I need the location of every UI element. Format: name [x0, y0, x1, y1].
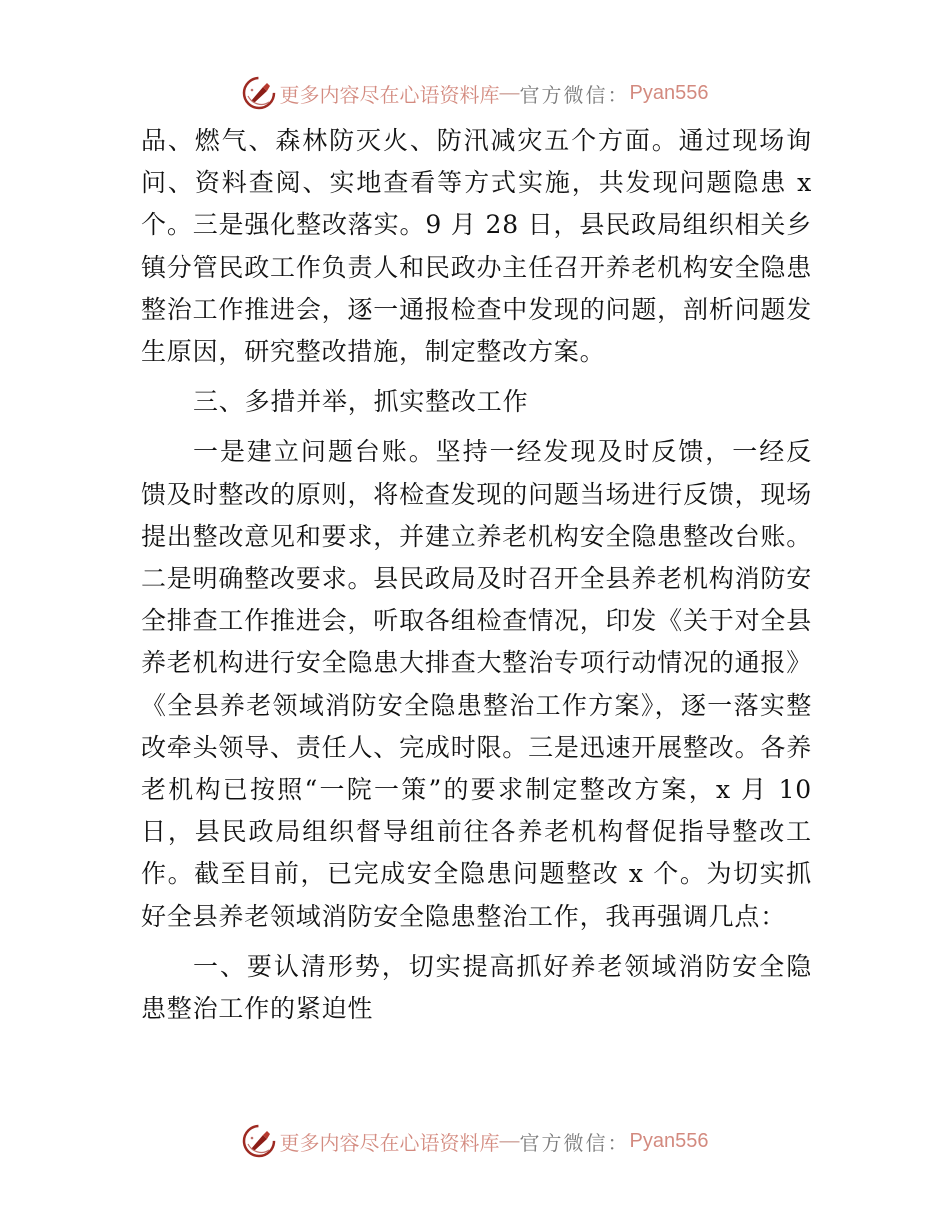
paragraph-inspection-results: 品、燃气、森林防灭火、防汛减灾五个方面。通过现场询问、资料查阅、实地查看等方式实施，共发现问题隐患 x 个。三是强化整改落实。9 月 28 日，县民政局组织相关乡镇分管民政工作负责人和民政办主任召开养老机构安全隐患整治工作推进会，逐一通报检查中发现的问题，剖析问题发生原因，研究整改措施，制定整改方案。: [141, 126, 812, 367]
watermark-wechat-id: Pyan556: [629, 81, 709, 104]
watermark-main-text: 更多内容尽在心语资料库: [279, 82, 500, 107]
watermark-dash: —: [499, 81, 520, 104]
footer-watermark: [0, 1119, 950, 1163]
watermark-official-label: 官方微信：: [519, 1130, 630, 1155]
header-watermark: [0, 71, 950, 115]
section-heading-one: 一、要认清形势，切实提高抓好养老领域消防安全隐患整治工作的紧迫性: [141, 951, 812, 1024]
watermark-official-label: 官方微信：: [519, 82, 630, 107]
document-body: [141, 120, 812, 1030]
pen-nib-circle-icon: [242, 1124, 276, 1158]
watermark-main-text: 更多内容尽在心语资料库: [279, 1130, 500, 1155]
paragraph-rectification-measures: 一是建立问题台账。坚持一经发现及时反馈，一经反馈及时整改的原则，将检查发现的问题当场进行反馈，现场提出整改意见和要求，并建立养老机构安全隐患整改台账。二是明确整改要求。县民政局及时召开全县养老机构消防安全排查工作推进会，听取各组检查情况，印发《关于对全县养老机构进行安全隐患大排查大整治专项行动情况的通报》《全县养老领域消防安全隐患整治工作方案》，逐一落实整改牵头领导、责任人、完成时限。三是迅速开展整改。各养老机构已按照“一院一策”的要求制定整改方案，x 月 10 日，县民政局组织督导组前往各养老机构督促指导整改工作。截至目前，已完成安全隐患问题整改 x 个。为切实抓好全县养老领域消防安全隐患整治工作，我再强调几点：: [141, 437, 812, 931]
watermark-dash: —: [499, 1129, 520, 1152]
pen-nib-circle-icon: [242, 76, 276, 110]
watermark-wechat-id: Pyan556: [629, 1129, 709, 1152]
section-heading-three: 三、多措并举，抓实整改工作: [193, 387, 529, 417]
